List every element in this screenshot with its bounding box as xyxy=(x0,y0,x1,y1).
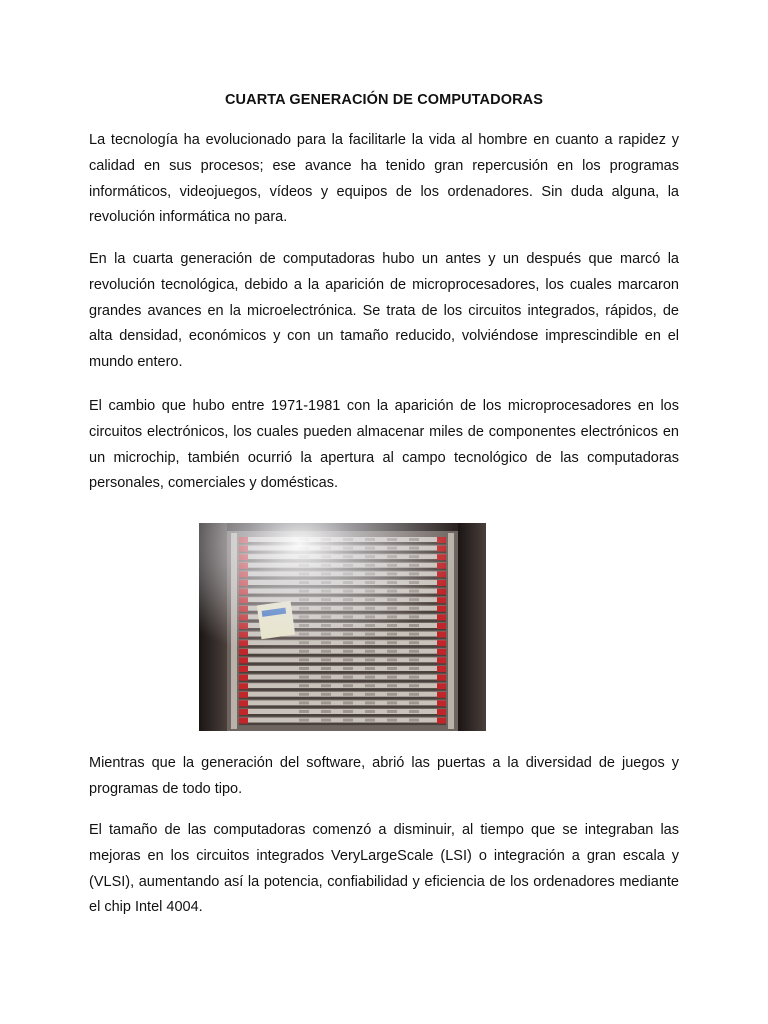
page-title: CUARTA GENERACIÓN DE COMPUTADORAS xyxy=(224,92,543,108)
paragraph: El tamaño de las computadoras comenzó a disminuir, al tiempo que se integraban las mejoras en los circuitos integrados VeryLargeScale (LSI) o integración a gran escala y (VLSI), aumentando así la potencia, confiabilidad y eficiencia de los ordenadores mediante el chip Intel 4004. xyxy=(89,822,679,916)
circuit-rack-illustration xyxy=(199,523,486,731)
circuit-rack-photo xyxy=(199,523,486,731)
paragraph: La tecnología ha evolucionado para la facilitarle la vida al hombre en cuanto a rapidez y calidad en sus procesos; ese avance ha tenido gran repercusión en los programas informáticos, videojuegos, vídeos y equipos de los ordenadores. Sin duda alguna, la revolución informática no para. xyxy=(89,132,679,226)
paragraph: El cambio que hubo entre 1971-1981 con la aparición de los microprocesadores en los circuitos electrónicos, los cuales pueden almacenar miles de componentes electrónicos en un microchip, también ocurrió la apertura al campo tecnológico de las computadoras personales, comerciales y domésticas. xyxy=(89,398,679,492)
paragraph: Mientras que la generación del software, abrió las puertas a la diversidad de juegos y programas de todo tipo. xyxy=(89,755,679,797)
paragraph: En la cuarta generación de computadoras hubo un antes y un después que marcó la revolución tecnológica, debido a la aparición de microprocesadores, los cuales marcaron grandes avances en la microelectrónica. Se trata de los circuitos integrados, rápidos, de alta densidad, económicos y con un tamaño reducido, volviéndose imprescindible en el mundo entero. xyxy=(89,251,679,371)
